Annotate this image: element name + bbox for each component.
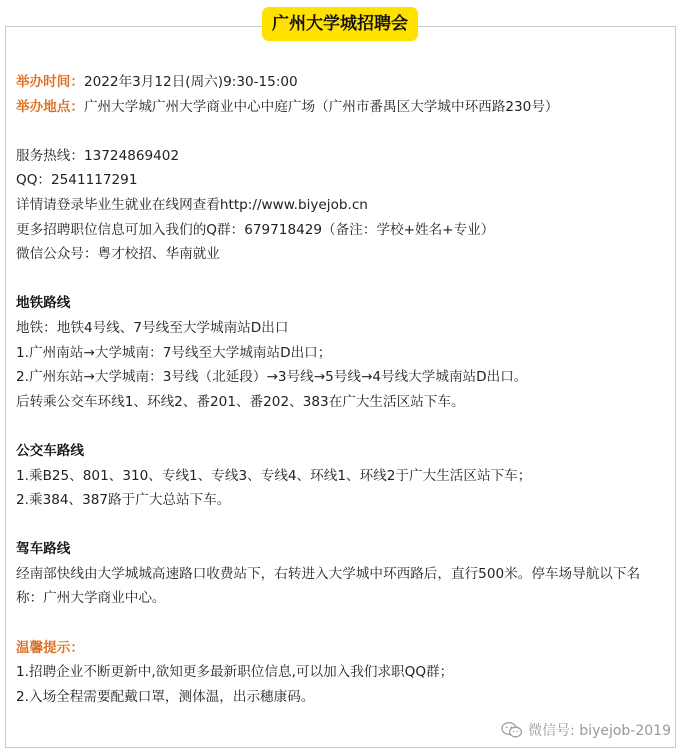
- drive-heading: 驾车路线: [16, 541, 71, 558]
- event-time: [16, 70, 666, 95]
- bus-line: 1.乘B25、801、310、专线1、专线3、专线4、环线1、环线2于广大生活区站下车；: [16, 467, 532, 484]
- wechat-watermark: [501, 720, 671, 740]
- article-body: [16, 70, 666, 709]
- tip-item: 1.招聘企业不断更新中,欲知更多最新职位信息,可以加入我们求职QQ群；: [16, 664, 454, 681]
- service-hotline: 服务热线：13724869402: [16, 147, 180, 164]
- tip-item: 2.入场全程需要配戴口罩，测体温，出示穗康码。: [16, 688, 315, 705]
- wechat-icon: [501, 721, 523, 739]
- event-time-label: 举办时间：: [16, 74, 84, 90]
- qq-group-info: 更多招聘职位信息可加入我们的Q群：679718429（备注：学校+姓名+专业）: [16, 221, 495, 238]
- metro-line: 后转乘公交车环线1、环线2、番201、番202、383在广大生活区站下车。: [16, 393, 465, 410]
- watermark-text: 微信号: biyejob-2019: [528, 723, 671, 739]
- page-title: 广州大学城招聘会: [262, 7, 418, 41]
- bus-line: 2.乘384、387路于广大总站下车。: [16, 492, 231, 509]
- wechat-accounts: 微信公众号：粤才校招、华南就业: [16, 246, 220, 263]
- tips-heading: 温馨提示：: [16, 639, 84, 656]
- qq-number: QQ：2541117291: [16, 172, 138, 189]
- metro-line: 1.广州南站→大学城南：7号线至大学城南站D出口；: [16, 344, 332, 361]
- details-link-text: 详情请登录毕业生就业在线网查看http://www.biyejob.cn: [16, 196, 368, 213]
- event-place-value: 广州大学城广州大学商业中心中庭广场（广州市番禺区大学城中环西路230号）: [83, 98, 559, 115]
- bus-heading: 公交车路线: [16, 442, 84, 459]
- event-time-value: 2022年3月12日(周六)9:30-15:00: [83, 74, 298, 90]
- event-place: [16, 95, 666, 120]
- metro-heading: 地铁路线: [16, 295, 71, 312]
- event-place-label: 举办地点：: [16, 98, 84, 115]
- metro-line: 2.广州东站→大学城南：3号线（北延段）→3号线→5号线→4号线大学城南站D出口。: [16, 369, 528, 386]
- metro-line: 地铁：地铁4号线、7号线至大学城南站D出口: [16, 319, 289, 336]
- drive-directions: 经南部快线由大学城城高速路口收费站下，右转进入大学城中环西路后，直行500米。停车场导航以下名称：广州大学商业中心。: [16, 565, 641, 607]
